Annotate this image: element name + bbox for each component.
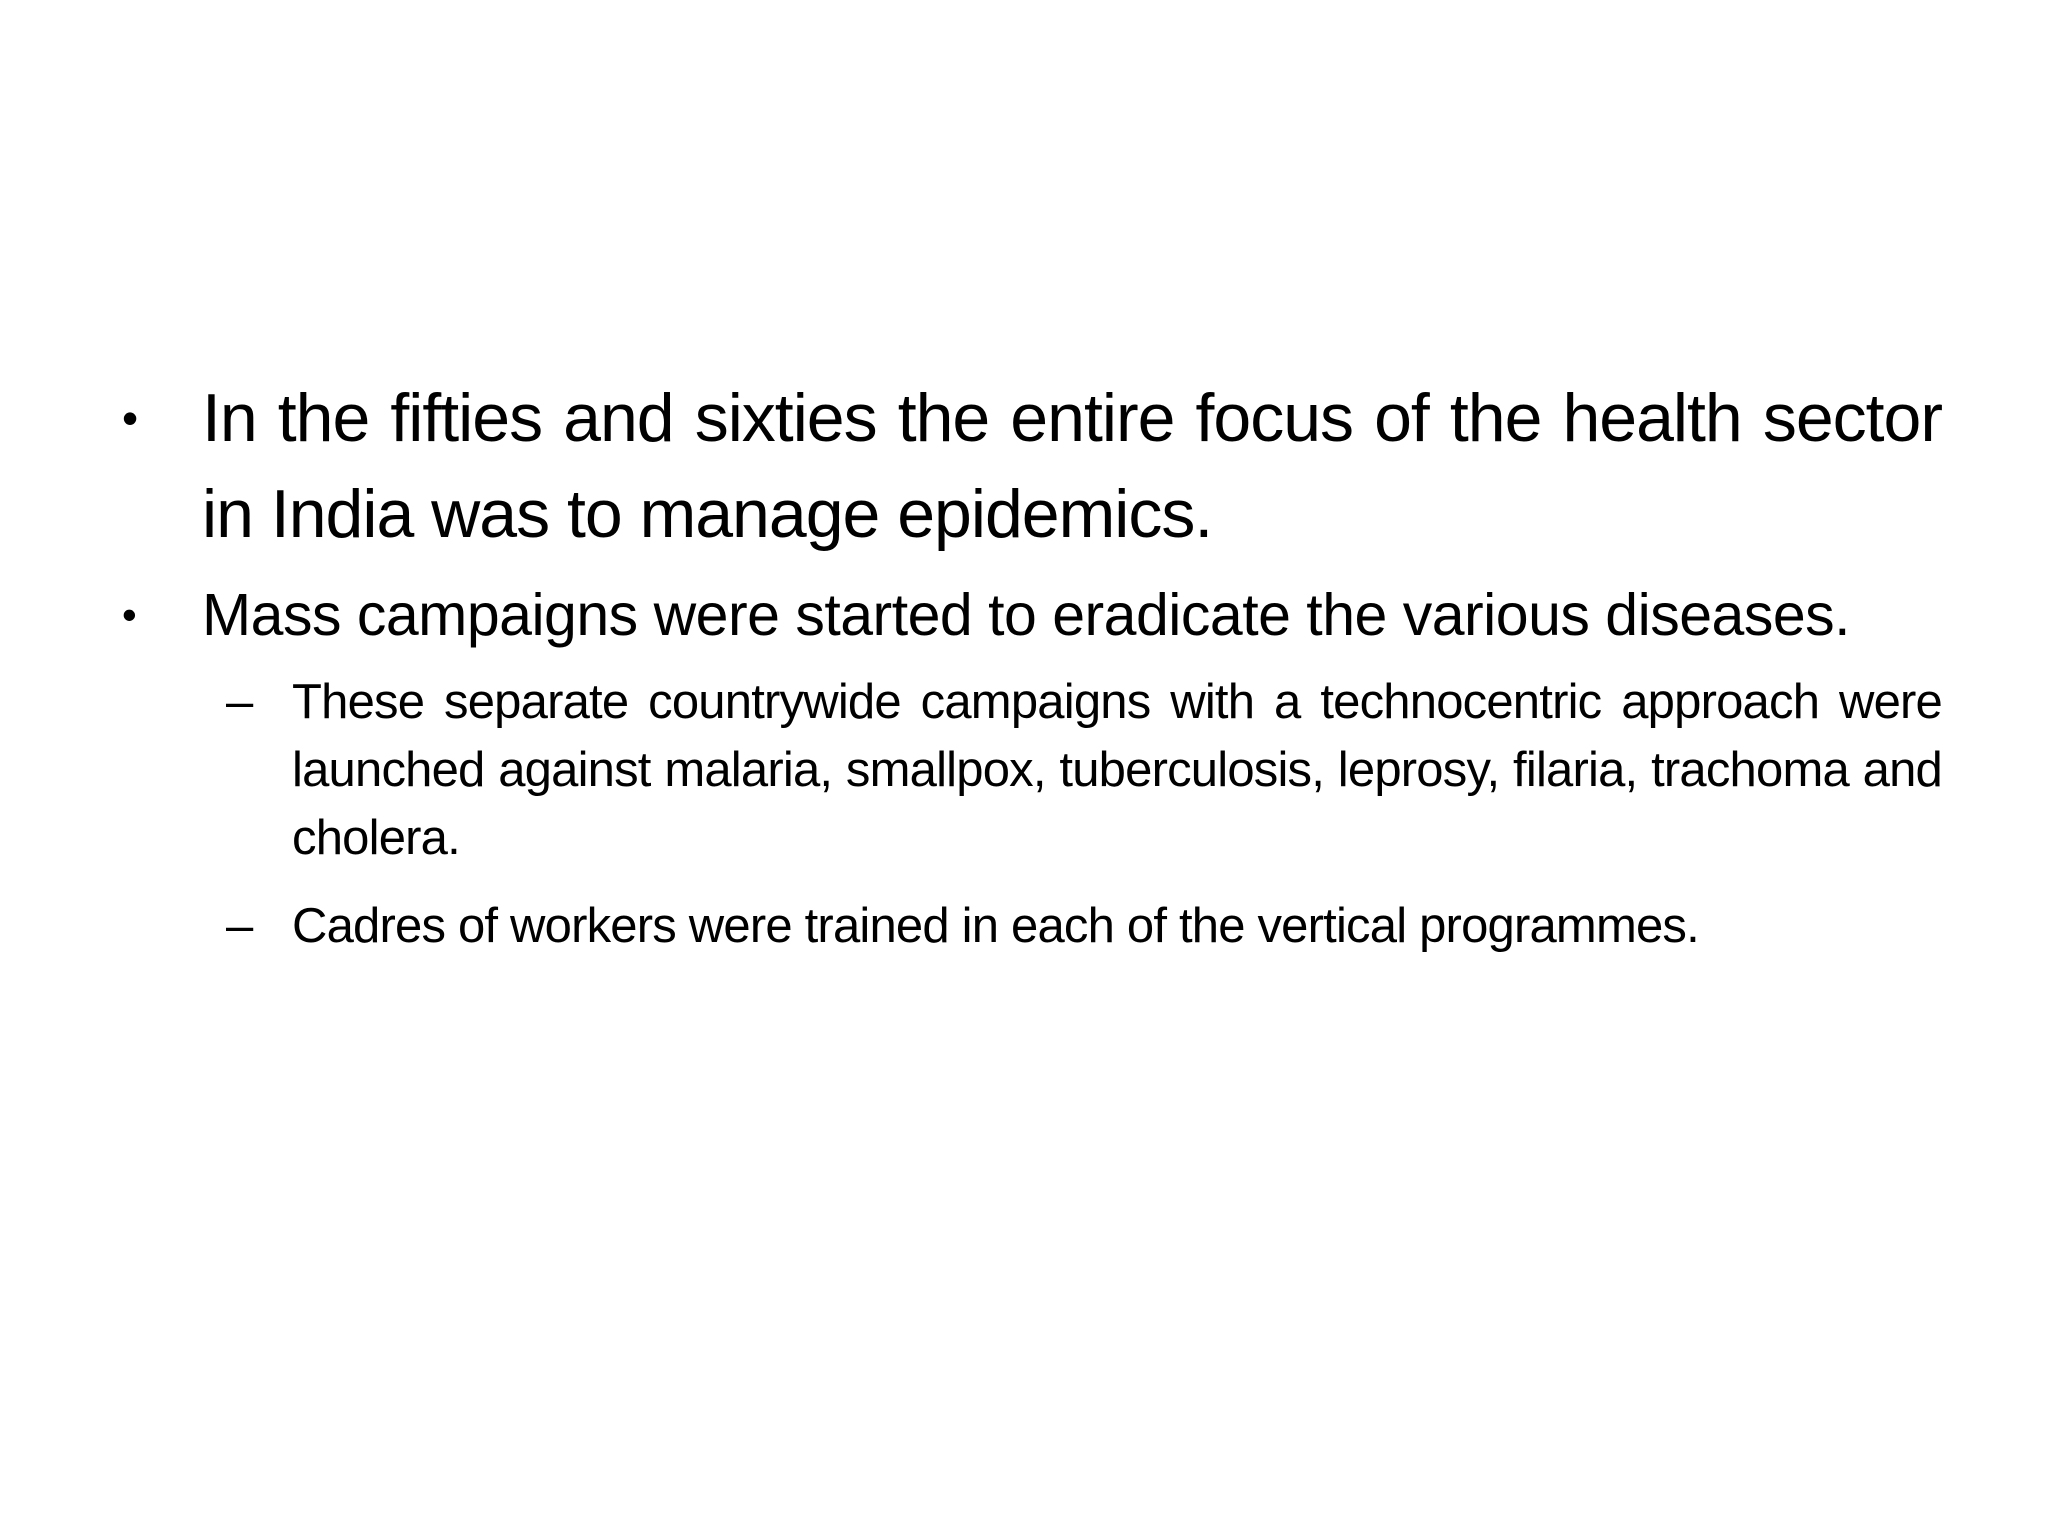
dash-marker: – <box>226 899 253 953</box>
slide-content <box>122 370 1942 960</box>
dash-marker: – <box>226 675 253 729</box>
sub-bullet-item <box>226 892 1942 960</box>
bullet-text: In the fifties and sixties the entire focus of the health sector in India was to manage epidemics. <box>202 380 1942 552</box>
sub-bullet-item <box>226 668 1942 872</box>
bullet-marker: • <box>122 392 138 444</box>
bullet-text: Mass campaigns were started to eradicate the various diseases. <box>202 582 1851 648</box>
bullet-marker: • <box>122 591 137 638</box>
bullet-item <box>122 370 1942 562</box>
sub-bullet-text: Cadres of workers were trained in each of the vertical programmes. <box>292 899 1699 953</box>
bullet-item <box>122 574 1942 656</box>
sub-bullet-text: These separate countrywide campaigns with a technocentric approach were launched against malaria, smallpox, tuberculosis, leprosy, filaria, trachoma and cholera. <box>292 675 1942 865</box>
